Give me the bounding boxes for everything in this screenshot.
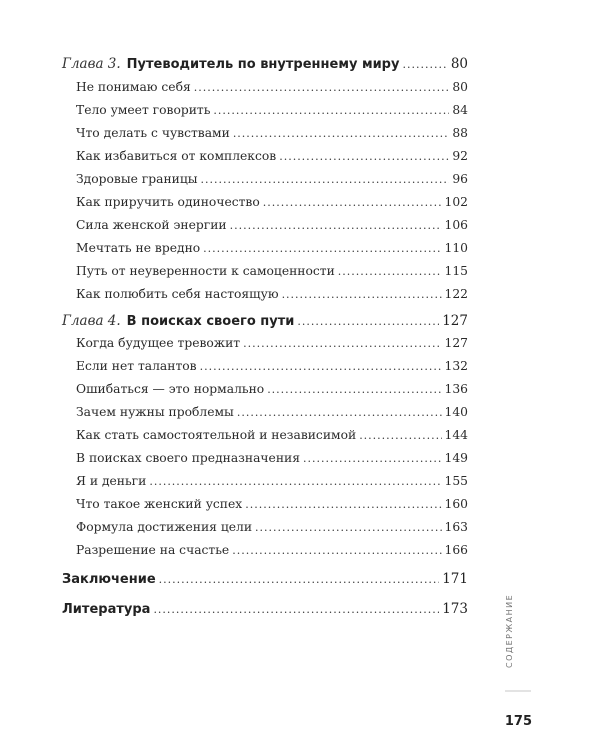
dot-leader (194, 81, 450, 94)
toc-item-label: Если нет талантов (76, 359, 197, 373)
chapter-3-page: 80 (450, 56, 468, 72)
dot-leader (153, 603, 439, 616)
toc-item[interactable] (76, 149, 468, 163)
dot-leader (359, 429, 441, 442)
toc-item-label: Здоровые границы (76, 172, 198, 186)
toc-item-label: Путь от неуверенности к самоценности (76, 264, 335, 278)
toc-item-page: 80 (452, 80, 468, 94)
toc-item-page: 88 (452, 126, 468, 140)
toc-item-page: 163 (444, 520, 468, 534)
toc-item-page: 140 (444, 405, 468, 419)
toc-item-page: 149 (444, 451, 468, 465)
toc-item-label: В поисках своего предназначения (76, 451, 300, 465)
toc-item-page: 122 (444, 287, 468, 301)
toc-conclusion[interactable] (62, 571, 468, 587)
dot-leader (237, 406, 442, 419)
dot-leader (230, 219, 442, 232)
dot-leader (203, 242, 441, 255)
dot-leader (245, 498, 441, 511)
dot-leader (402, 58, 447, 71)
dot-leader (297, 315, 439, 328)
dot-leader (263, 196, 442, 209)
toc-item[interactable] (76, 195, 468, 209)
toc-item-page: 127 (444, 336, 468, 350)
chapter-4-page: 127 (442, 313, 468, 329)
dot-leader (338, 265, 442, 278)
dot-leader (232, 544, 441, 557)
toc-item[interactable] (76, 382, 468, 396)
toc-item[interactable] (76, 287, 468, 301)
toc-item-label: Зачем нужны проблемы (76, 405, 234, 419)
toc-item-label: Не понимаю себя (76, 80, 191, 94)
dot-leader (282, 288, 442, 301)
toc-item-label: Ошибаться — это нормально (76, 382, 265, 396)
page-number: 175 (504, 714, 532, 729)
toc-item-page: 106 (444, 218, 468, 232)
dot-leader (213, 104, 449, 117)
chapter-4-heading (62, 313, 294, 329)
toc-item-label: Я и деньги (76, 474, 147, 488)
toc-item[interactable] (76, 405, 468, 419)
chapter-3-title: Путеводитель по внутреннему миру (126, 57, 400, 72)
toc-item-label: Формула достижения цели (76, 520, 253, 534)
toc-literature[interactable] (62, 601, 468, 617)
toc-item-page: 92 (452, 149, 468, 163)
toc-item[interactable] (76, 359, 468, 373)
toc-item-page: 110 (444, 241, 468, 255)
literature-title: Литература (62, 602, 151, 617)
toc-item-label: Разрешение на счастье (76, 543, 230, 557)
toc-item-label: Сила женской энергии (76, 218, 227, 232)
chapter-4-title: В поисках своего пути (126, 314, 295, 329)
toc-item-label: Как избавиться от комплексов (76, 149, 277, 163)
toc-item-label: Что такое женский успех (76, 497, 243, 511)
conclusion-title: Заключение (62, 572, 156, 587)
toc-item[interactable] (76, 428, 468, 442)
toc-item-label: Тело умеет говорить (76, 103, 211, 117)
toc-item[interactable] (76, 264, 468, 278)
toc-item-page: 160 (444, 497, 468, 511)
toc-item[interactable] (76, 80, 468, 94)
toc-item-page: 155 (444, 474, 468, 488)
toc-item-page: 144 (444, 428, 468, 442)
dot-leader (201, 173, 450, 186)
toc-item-label: Как полюбить себя настоящую (76, 287, 279, 301)
toc-item[interactable] (76, 543, 468, 557)
dot-leader (279, 150, 449, 163)
toc-item[interactable] (76, 172, 468, 186)
toc-chapter-3[interactable] (62, 56, 468, 72)
toc-item-page: 132 (444, 359, 468, 373)
toc-item-label: Как стать самостоятельной и независимой (76, 428, 357, 442)
toc-item-page: 136 (444, 382, 468, 396)
toc-item[interactable] (76, 241, 468, 255)
toc-item-page: 102 (444, 195, 468, 209)
side-divider (505, 690, 531, 692)
toc-item[interactable] (76, 451, 468, 465)
toc-chapter-4[interactable] (62, 313, 468, 329)
toc-item-label: Мечтать не вредно (76, 241, 201, 255)
toc-item-page: 84 (452, 103, 468, 117)
toc-item-label: Как приручить одиночество (76, 195, 260, 209)
dot-leader (149, 475, 441, 488)
toc-item[interactable] (76, 218, 468, 232)
toc-item-page: 96 (452, 172, 468, 186)
section-side-label: СОДЕРЖАНИЕ (505, 593, 514, 668)
toc-item[interactable] (76, 126, 468, 140)
dot-leader (159, 573, 440, 586)
chapter-3-heading (62, 56, 399, 72)
toc-item[interactable] (76, 474, 468, 488)
toc-item[interactable] (76, 520, 468, 534)
chapter-4-number: Глава 4. (62, 313, 121, 329)
toc-item-label: Что делать с чувствами (76, 126, 230, 140)
dot-leader (233, 127, 450, 140)
dot-leader (303, 452, 442, 465)
toc-item-page: 115 (444, 264, 468, 278)
toc-item[interactable] (76, 103, 468, 117)
toc-item-page: 166 (444, 543, 468, 557)
chapter-3-number: Глава 3. (62, 56, 121, 72)
dot-leader (200, 360, 442, 373)
toc-item[interactable] (76, 497, 468, 511)
conclusion-page: 171 (442, 571, 468, 587)
dot-leader (267, 383, 441, 396)
toc-item-label: Когда будущее тревожит (76, 336, 241, 350)
toc-item[interactable] (76, 336, 468, 350)
dot-leader (243, 337, 441, 350)
literature-page: 173 (442, 601, 468, 617)
dot-leader (255, 521, 441, 534)
